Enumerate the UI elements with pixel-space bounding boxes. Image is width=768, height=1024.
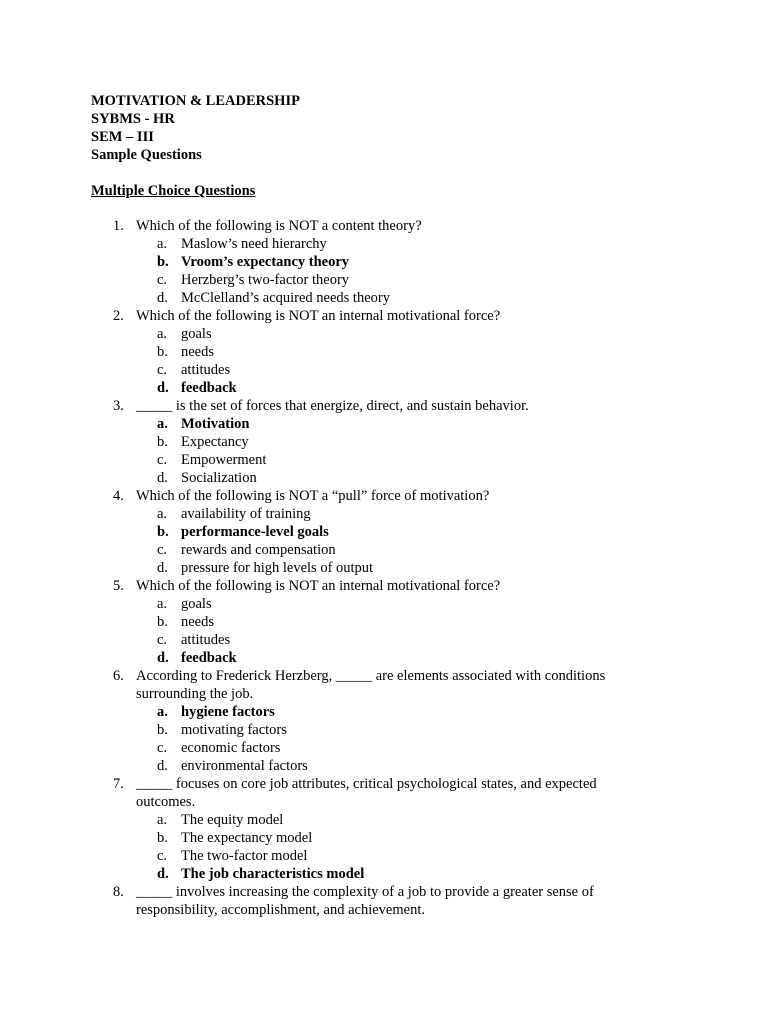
option-text: performance-level goals [181, 524, 329, 540]
option-letter: b. [157, 254, 169, 270]
answer-option [0, 757, 768, 775]
answer-option-correct [0, 703, 768, 721]
option-text: Motivation [181, 416, 250, 432]
option-text: economic factors [181, 740, 281, 756]
answer-option [0, 829, 768, 847]
option-letter: a. [157, 326, 168, 342]
answer-option [0, 469, 768, 487]
option-text: McClelland’s acquired needs theory [181, 290, 390, 306]
question-number: 6. [113, 668, 124, 684]
option-letter: b. [157, 722, 168, 738]
option-letter: a. [157, 416, 168, 432]
option-text: motivating factors [181, 722, 287, 738]
question-text: Which of the following is NOT an internal motivational force? [136, 308, 501, 324]
document-subtitle: Sample Questions [91, 147, 202, 163]
option-text: Vroom’s expectancy theory [181, 254, 350, 270]
option-text: The expectancy model [181, 830, 313, 846]
question-text: Which of the following is NOT a “pull” force of motivation? [136, 488, 490, 504]
option-letter: c. [157, 632, 168, 648]
option-letter: b. [157, 434, 168, 450]
option-text: Expectancy [181, 434, 249, 450]
question-text: _____ focuses on core job attributes, critical psychological states, and expected outcomes. [136, 776, 597, 810]
question-number: 7. [113, 776, 124, 792]
option-text: feedback [181, 650, 237, 666]
question-list [0, 217, 768, 919]
question-number: 5. [113, 578, 124, 594]
section-title: Multiple Choice Questions [91, 183, 256, 199]
option-letter: a. [157, 704, 168, 720]
answer-option [0, 433, 768, 451]
option-letter: a. [157, 596, 168, 612]
option-letter: b. [157, 344, 168, 360]
answer-option [0, 595, 768, 613]
option-letter: c. [157, 452, 168, 468]
option-text: hygiene factors [181, 704, 275, 720]
answer-option [0, 631, 768, 649]
answer-option [0, 739, 768, 757]
question-number: 1. [113, 218, 124, 234]
program-name: SYBMS - HR [91, 111, 175, 127]
answer-option-correct [0, 523, 768, 541]
option-letter: d. [157, 380, 169, 396]
option-text: Empowerment [181, 452, 267, 468]
option-text: goals [181, 326, 212, 342]
option-letter: d. [157, 758, 168, 774]
answer-option [0, 451, 768, 469]
answer-option [0, 613, 768, 631]
option-letter: d. [157, 866, 169, 882]
answer-option [0, 847, 768, 865]
option-text: attitudes [181, 632, 231, 648]
question-item [0, 883, 768, 919]
option-letter: d. [157, 290, 168, 306]
option-text: rewards and compensation [181, 542, 336, 558]
question-item [0, 667, 768, 775]
answer-option [0, 811, 768, 829]
question-item [0, 487, 768, 577]
option-letter: c. [157, 362, 168, 378]
answer-option-correct [0, 253, 768, 271]
option-letter: c. [157, 740, 168, 756]
question-item [0, 217, 768, 307]
option-text: The job characteristics model [181, 866, 365, 882]
option-letter: d. [157, 560, 168, 576]
question-text: Which of the following is NOT a content theory? [136, 218, 422, 234]
answer-option-correct [0, 415, 768, 433]
option-text: needs [181, 614, 215, 630]
answer-option [0, 325, 768, 343]
option-letter: b. [157, 614, 168, 630]
option-text: The equity model [181, 812, 284, 828]
option-text: Socialization [181, 470, 257, 486]
question-number: 4. [113, 488, 124, 504]
option-text: goals [181, 596, 212, 612]
answer-option-correct [0, 865, 768, 883]
option-text: environmental factors [181, 758, 308, 774]
answer-option [0, 271, 768, 289]
answer-option [0, 541, 768, 559]
option-letter: c. [157, 272, 168, 288]
question-number: 8. [113, 884, 124, 900]
answer-option [0, 289, 768, 307]
answer-option-correct [0, 649, 768, 667]
option-text: Herzberg’s two-factor theory [181, 272, 350, 288]
option-letter: d. [157, 470, 168, 486]
answer-option [0, 559, 768, 577]
option-text: availability of training [181, 506, 311, 522]
question-text: _____ involves increasing the complexity of a job to provide a greater sense of responsibility, accomplishment, and achievement. [136, 884, 594, 918]
question-item [0, 775, 768, 883]
answer-option-correct [0, 379, 768, 397]
question-text: According to Frederick Herzberg, _____ are elements associated with conditions surrounding the job. [136, 668, 606, 702]
answer-option [0, 343, 768, 361]
option-letter: d. [157, 650, 169, 666]
option-letter: c. [157, 848, 168, 864]
option-text: Maslow’s need hierarchy [181, 236, 327, 252]
question-number: 2. [113, 308, 124, 324]
document-header [91, 92, 300, 164]
option-text: needs [181, 344, 215, 360]
answer-option [0, 505, 768, 523]
question-item [0, 307, 768, 397]
course-title: MOTIVATION & LEADERSHIP [91, 93, 300, 109]
answer-option [0, 721, 768, 739]
question-item [0, 577, 768, 667]
answer-option [0, 361, 768, 379]
question-text: Which of the following is NOT an internal motivational force? [136, 578, 501, 594]
option-text: attitudes [181, 362, 231, 378]
semester: SEM – III [91, 129, 154, 145]
option-letter: c. [157, 542, 168, 558]
option-text: feedback [181, 380, 237, 396]
option-text: The two-factor model [181, 848, 308, 864]
option-letter: b. [157, 830, 168, 846]
question-text: _____ is the set of forces that energize, direct, and sustain behavior. [136, 398, 529, 414]
question-item [0, 397, 768, 487]
option-letter: a. [157, 236, 168, 252]
option-letter: a. [157, 506, 168, 522]
option-letter: a. [157, 812, 168, 828]
answer-option [0, 235, 768, 253]
question-number: 3. [113, 398, 124, 414]
option-text: pressure for high levels of output [181, 560, 374, 576]
option-letter: b. [157, 524, 169, 540]
